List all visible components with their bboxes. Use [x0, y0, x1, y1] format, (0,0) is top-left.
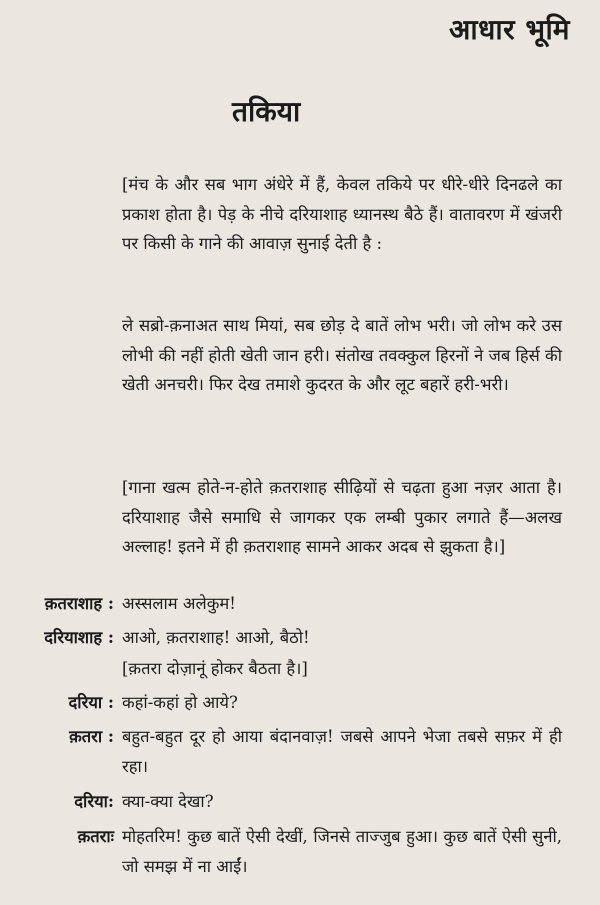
entry-stage-direction: [गाना खत्म होते-न-होते क़तराशाह सीढ़ियों से चढ़ता हुआ नज़र आता है। दरियाशाह जैसे समाधि से जागकर एक लम्बी पुकार लगाते हैं—अलख अल्लाह! इतने में ही क़तराशाह सामने आकर अदब से झुकता है।]	[122, 478, 562, 556]
speaker-name: दरियाशाह :	[44, 628, 114, 647]
speaker-name: क़तरा :	[69, 727, 114, 746]
stage-direction-text: [क़तरा दोज़ानूं होकर बैठता है।]	[122, 659, 308, 678]
speech-text: अस्सलाम अलेकुम!	[122, 594, 236, 613]
speaker-name: क़तराशाह :	[44, 594, 114, 613]
opening-stage-direction: [मंच के और सब भाग अंधेरे में हैं, केवल तकिये पर धीरे-धीरे दिनढले का प्रकाश होता है। पेड़ के नीचे दरियाशाह ध्यानस्थ बैठे हैं। वातावरण में खंजरी पर किसी के गाने की आवाज़ सुनाई देती है :	[122, 175, 562, 253]
song-lyrics: ले सब्रो-क़नाअत साथ मियां, सब छोड़ दे बातें लोभ भरी। जो लोभ करे उस लोभी की नहीं होती खेती जान हरी। संतोख तवक्कुल हिरनों ने जब हिर्स की खेती अनचरी। फिर देख तमाशे कुदरत के और लूट बहारें हरी-भरी।	[122, 316, 562, 394]
running-header-title: आधार भूमि	[449, 13, 570, 46]
scene-title: तकिया	[232, 95, 301, 128]
speech-text: मोहतरिम! कुछ बातें ऐसी देखीं, जिनसे ताज्जुब हुआ। कुछ बातें ऐसी सुनी, जो समझ में ना आईं।	[122, 827, 562, 876]
speech-text: आओ, क़तराशाह! आओ, बैठो!	[122, 628, 310, 647]
speaker-name: दरिया :	[68, 693, 114, 712]
speaker-name: क़तराः	[77, 827, 114, 846]
speaker-name: दरिया:	[74, 792, 114, 811]
speech-text: क्या-क्या देखा?	[122, 792, 214, 811]
speech-text: कहां-कहां हो आये?	[122, 693, 238, 712]
speech-text: बहुत-बहुत दूर हो आया बंदानवाज़! जबसे आपने भेजा तबसे सफ़र में ही रहा।	[122, 727, 562, 776]
